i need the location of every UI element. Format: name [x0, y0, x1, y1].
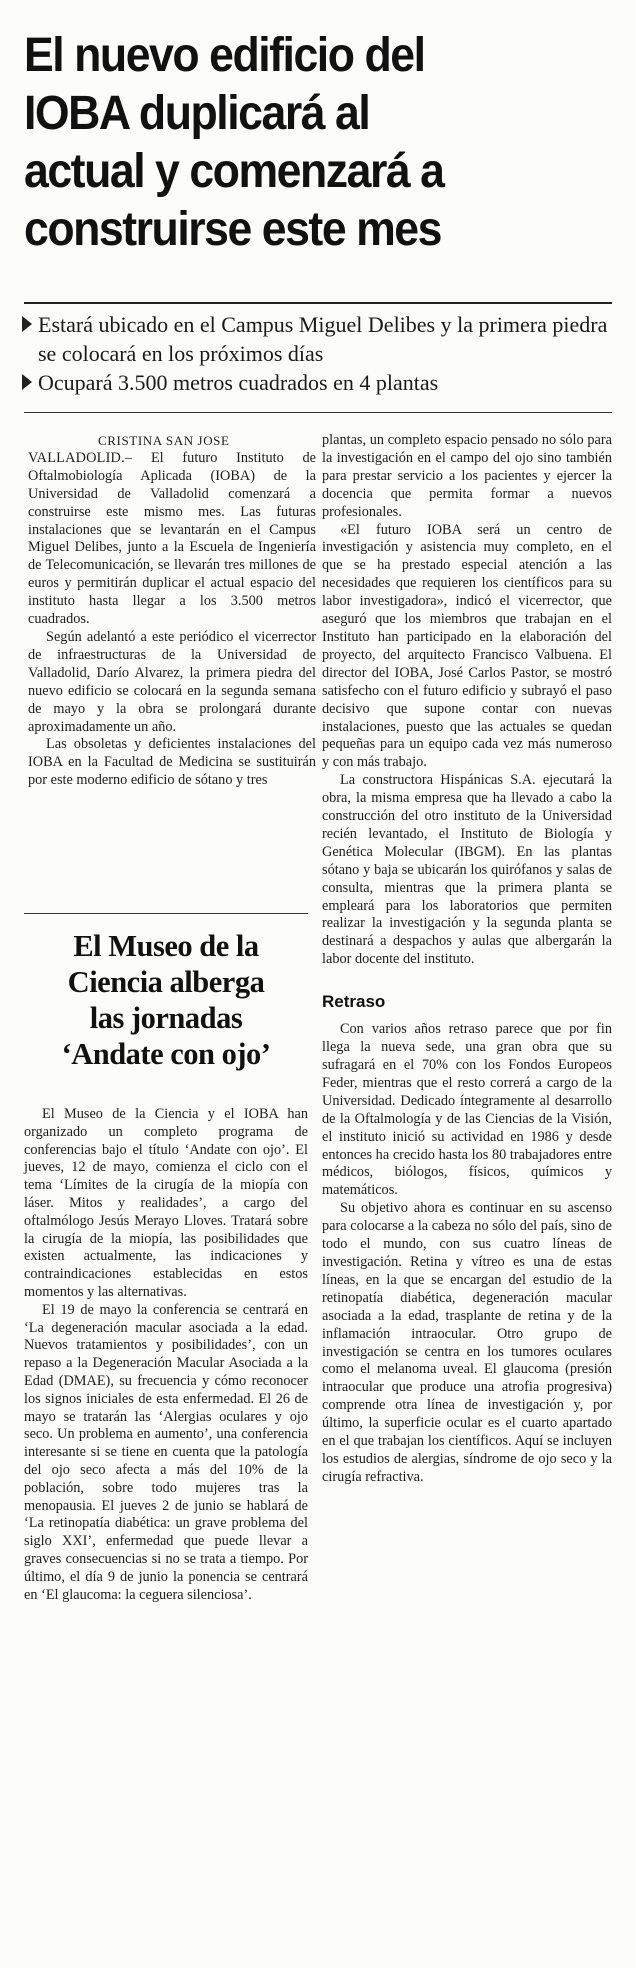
article-paragraph: Las obsoletas y deficientes instalaciones del IOBA en la Facultad de Medicina se sustituirán por este moderno edificio de sótano y tres: [28, 736, 316, 789]
byline: CRISTINA SAN JOSE: [98, 433, 230, 448]
section-heading: Retraso: [322, 992, 386, 1012]
sidebar-title-line: las jornadas: [89, 1001, 243, 1035]
subheading-text: Estará ubicado en el Campus Miguel Delibes y la primera piedra se colocará en los próximos días: [38, 312, 608, 366]
article-column-right: [322, 432, 612, 1487]
subheading-item: [22, 368, 622, 397]
article-text: El futuro Instituto de Oftalmobiología Aplicada (IOBA) de la Universidad de Valladolid comenzará a construirse este mismo mes. Las futuras instalaciones que se levantarán en el Campus Miguel Delibes, junto a la Escuela de Ingeniería de Telecomunicación, se llevarán tres millones de euros y permitirán duplicar el actual espacio del instituto hasta llegar a los 3.500 metros cuadrados.: [28, 449, 316, 628]
article-paragraph: Con varios años retraso parece que por fin llega la nueva sede, una gran obra que su sufragará en el 70% con los Fondos Europeos Feder, mientras que el resto correrá a cargo de la Universidad. Dedicado íntegramente al desarrollo de la Oftalmología y de las Ciencias de la Visión, el instituto inició su actividad en 1986 y desde entonces ha crecido hasta los 80 trabajadores entre médicos, biólogos, físicos, químicos y matemáticos.: [322, 1021, 612, 1199]
top-rule: [24, 302, 612, 304]
article-paragraph: Su objetivo ahora es continuar en su ascenso para colocarse a la cabeza no sólo del país, sino de todo el mundo, con sus cuatro líneas de investigación. Retina y vítreo es una de estas líneas, en la que se encargan del estudio de la retinopatía diabética, degeneración macular asociada a la edad, trasplante de retina y de la inflamación intraocular. Otro grupo de investigación se centra en los tumores oculares como el melanoma uveal. El glaucoma (presión intraocular que produce una atrofia progresiva) comprende otra línea de investigación y, por último, la superficie ocular es el cuarto apartado en el que trabajan los científicos. Aquí se incluyen los estudios de alergias, síndrome de ojo seco y la cirugía refractiva.: [322, 1200, 612, 1485]
triangle-bullet-icon: [22, 316, 32, 332]
article-paragraph: Según adelantó a este periódico el vicerrector de infraestructuras de la Universidad de Valladolid, Darío Alvarez, la primera piedra del nuevo edificio se colocará en la segunda semana de mayo y la obra se prolongará durante aproximadamente un año.: [28, 628, 316, 735]
article-paragraph: [28, 450, 316, 629]
subheadings: [22, 310, 622, 397]
sidebar-paragraph: El Museo de la Ciencia y el IOBA han organizado un completo programa de conferencias bajo el título ‘Andate con ojo’. El jueves, 12 de mayo, comienza el ciclo con el tema ‘Límites de la cirugía de la miopía con láser. Mitos y realidades’, a cargo del oftalmólogo Jesús Merayo Lloves. Tratará sobre la cirugía de la miopía, las posibilidades que existen actualmente, las indicaciones y contraindicaciones establecidas en estos momentos y las alternativas.: [24, 1106, 308, 1300]
subheading-rule: [24, 412, 612, 413]
sidebar-title-line: ‘Andate con ojo’: [61, 1037, 271, 1071]
dateline: VALLADOLID.–: [28, 449, 133, 466]
sidebar-title-line: El Museo de la: [73, 929, 259, 963]
sidebar-rule: [24, 913, 308, 914]
sidebar-box: [24, 913, 316, 1968]
article-column-left: [28, 432, 316, 790]
headline-line: El nuevo edificio del: [24, 28, 425, 82]
sidebar-title-line: Ciencia alberga: [67, 965, 265, 999]
sidebar-title: [24, 928, 308, 1072]
article-paragraph: La constructora Hispánicas S.A. ejecutará la obra, la misma empresa que ha llevado a cabo la construcción del otro instituto de la Universidad recién levantado, el Instituto de Biología y Genética Molecular (IBGM). En las plantas sótano y baja se ubicarán los quirófanos y salas de consulta, mientras que la primera planta se empleará para los laboratorios que permiten realizar la investigación y la segunda planta se destinará a despachos y aulas que albergarán la labor docente del instituto.: [322, 772, 612, 968]
headline-line: IOBA duplicará al: [24, 86, 370, 140]
headline-line: actual y comenzará a: [24, 144, 444, 198]
article-paragraph: plantas, un completo espacio pensado no sólo para la investigación en el campo del ojo sino también para prestar servicio a los pacientes y ejercer la docencia que permita formar a nuevos profesionales.: [322, 432, 612, 520]
sidebar-body: [24, 1106, 308, 1604]
triangle-bullet-icon: [22, 374, 32, 390]
headline-line: construirse este mes: [24, 202, 441, 256]
headline: [24, 26, 567, 258]
article-paragraph: «El futuro IOBA será un centro de investigación y asistencia muy completo, en el que se ha prestado especial atención a las necesidades que requieren los científicos para su labor investigadora», indicó el vicerrector, que aseguró que los miembros que trabajan en el Instituto han participado en la elaboración del proyecto, del arquitecto Francisco Valbuena. El director del IOBA, José Carlos Pastor, se mostró satisfecho con el futuro edificio y subrayó el paso decisivo que supone contar con nuevas instalaciones, puesto que las actuales se quedan pequeñas para un equipo cada vez más numeroso y con más trabajo.: [322, 521, 612, 771]
subheading-item: [22, 310, 622, 368]
subheading-text: Ocupará 3.500 metros cuadrados en 4 plantas: [38, 370, 439, 395]
sidebar-paragraph: El 19 de mayo la conferencia se centrará en ‘La degeneración macular asociada a la edad. Nuevos tratamientos y posibilidades’, con un repaso a la Degeneración Macular Asociada a la Edad (DMAE), su frecuencia y cómo reconocer los signos iniciales de esta enfermedad. El 26 de mayo se tratarán las ‘Alergias oculares y ojo seco. Un problema en aumento’, una conferencia interesante si se tiene en cuenta que la patología del ojo seco afecta a más del 10% de la población, sobre todo mujeres tras la menopausia. El jueves 2 de junio se hablará de ‘La retinopatía diabética: un grave problema del siglo XXI’, enfermedad que puede llevar a graves consecuencias si no se trata a tiempo. Por último, el día 9 de junio la ponencia se centrará en ‘El glaucoma: la ceguera silenciosa’.: [24, 1301, 308, 1603]
